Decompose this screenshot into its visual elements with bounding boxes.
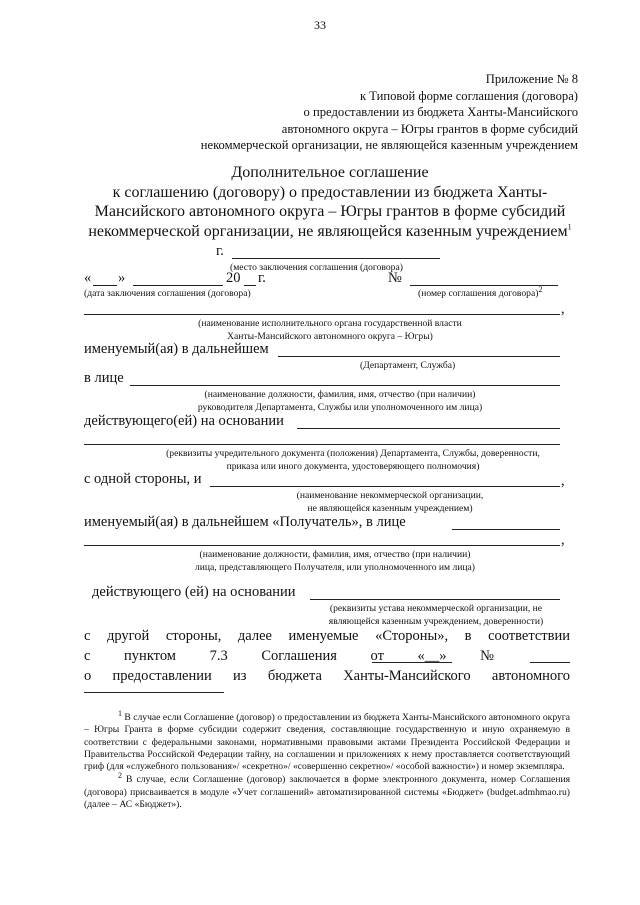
date-quote-open: « <box>84 270 92 286</box>
title-line: к соглашению (договору) о предоставлении из бюджета Ханты- <box>112 183 548 201</box>
place-line <box>232 258 440 259</box>
recipient-caption: (наименование должности, фамилия, имя, отчество (при наличии) лица, представляющего Получателя, или уполномоченного им лица) <box>194 549 476 573</box>
appendix-line: к Типовой форме соглашения (договора) <box>359 88 578 103</box>
recipient-person-line <box>452 529 560 530</box>
agreement-number-line <box>530 662 570 663</box>
recipient-label: именуемый(ая) в дальнейшем «Получатель», в лице <box>84 514 406 530</box>
department-line <box>278 356 560 357</box>
person-label: в лице <box>84 370 124 386</box>
place-caption: (место заключения соглашения (договора) <box>230 262 403 273</box>
footnote: $^1$ В случае если Соглашение (договор) о предоставлении из бюджета Ханты-Мансийского автономного округа – Югры Гранта в форме субсидии содержит сведения, составляющие государственную и иную охраняемую в соответствии с федеральными законами, нормативными правовыми актами Президента Российской Федерации и Правительства Российской Федерации тайну, на соглашении и приложениях к нему проставляется соответствующий гриф (для «служебного пользования»/ «секретно»/ «совершенно секретно»/ «особой важности») и номер экземпляра. <box>84 708 570 773</box>
organization-caption: (наименование некоммерческой организации, не являющейся казенным учреждением) <box>296 490 484 514</box>
paragraph-line: с другой стороны, далее именуемые «Стороны», в соответствии <box>84 628 570 644</box>
paragraph-line: о предоставлении из бюджета Ханты-Мансийского автономного <box>84 668 570 684</box>
acting-line <box>297 428 560 429</box>
charter-caption: (реквизиты устава некоммерческой организации, не являющейся казенным учреждением, доверенности) <box>328 603 544 627</box>
year-line <box>244 285 256 286</box>
authority-caption: (наименование исполнительного органа государственной власти Ханты-Мансийского автономного округа – Югры) <box>198 318 462 342</box>
recipient-comma: , <box>561 532 565 548</box>
date-quote-close: » <box>118 270 126 286</box>
organization-comma: , <box>561 473 565 489</box>
appendix-header <box>201 71 578 154</box>
month-line <box>133 285 223 286</box>
requisites-line <box>84 444 560 445</box>
title-line: Дополнительное соглашение <box>231 164 429 181</box>
footnotes <box>84 708 570 811</box>
acting-label: действующего(ей) на основании <box>84 413 284 429</box>
appendix-line: о предоставлении из бюджета Ханты-Мансийского <box>303 105 578 119</box>
title-line: Мансийского автономного округа – Югры грантов в форме субсидий <box>94 203 566 220</box>
city-prefix: г. <box>216 243 224 259</box>
title-line: некоммерческой организации, не являющейся казенным учреждением$^1$ <box>88 222 572 240</box>
day-line <box>93 285 117 286</box>
footnote-mark: 2 <box>118 771 122 781</box>
footnote-mark: 2 <box>538 284 543 294</box>
appendix-line: Приложение № 8 <box>485 72 578 86</box>
footnote: $^2$ В случае, если Соглашение (договор) заключается в форме электронного документа, номер Соглашения (договора) присваивается в модуле «Учет соглашений» автоматизированной системы «Бюджет» (budget.admhmao.ru) (далее – АС «Бюджет»). <box>84 771 570 811</box>
date-caption: (дата заключения соглашения (договора) <box>84 288 251 299</box>
recipient-person-line-2 <box>84 545 560 546</box>
page-number: 33 <box>314 18 326 32</box>
charter-line <box>310 599 560 600</box>
footnote-mark: 1 <box>567 222 572 232</box>
footnote-separator <box>84 692 224 693</box>
year-prefix: 20 <box>226 270 241 286</box>
number-caption: (номер соглашения договора)$^2$ <box>418 284 543 299</box>
appendix-line: автономного округа – Югры грантов в форме субсидий <box>281 121 578 136</box>
acting-label-2: действующего (ей) на основании <box>92 584 296 600</box>
footnote-mark: 1 <box>118 708 122 718</box>
authority-line <box>84 314 560 315</box>
authority-comma: , <box>561 301 565 317</box>
year-suffix: г. <box>258 270 266 286</box>
organization-line <box>210 486 560 487</box>
hereinafter-label: именуемый(ая) в дальнейшем <box>84 341 269 357</box>
document-title <box>60 163 600 241</box>
department-caption: (Департамент, Служба) <box>360 360 456 371</box>
requisites-caption: (реквизиты учредительного документа (положения) Департамента, Службы, доверенности, приказа или иного документа, удостоверяющего полномочия) <box>166 448 540 472</box>
agreement-date-line <box>372 662 452 663</box>
one-side-label: с одной стороны, и <box>84 471 202 487</box>
appendix-line: некоммерческой организации, не являющейся казенным учреждением <box>200 138 578 152</box>
number-sign: № <box>388 270 402 286</box>
number-line <box>410 285 558 286</box>
position-caption: (наименование должности, фамилия, имя, отчество (при наличии) руководителя Департамента, Службы или уполномоченного им лица) <box>197 389 483 413</box>
person-line <box>130 385 560 386</box>
paragraph-line: с пунктом 7.3 Соглашения от «__» № <box>84 648 494 664</box>
